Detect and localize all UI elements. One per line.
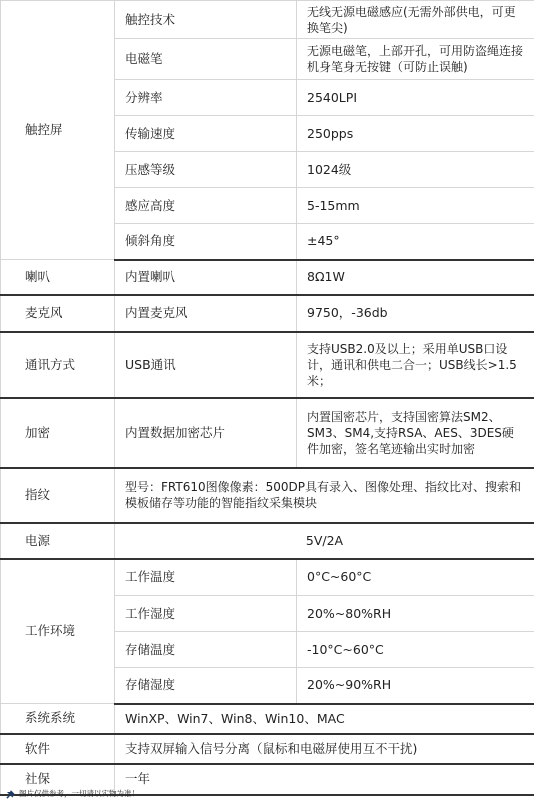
spec-value: 250pps: [297, 116, 534, 152]
category-warranty: 社保: [1, 764, 115, 795]
category-software: 软件: [1, 734, 115, 764]
spec-label: 工作湿度: [115, 596, 297, 632]
pin-icon: [6, 790, 15, 799]
spec-label: 内置数据加密芯片: [115, 398, 297, 468]
spec-label: 内置喇叭: [115, 260, 297, 295]
spec-value: 型号：FRT610图像像素：500DP具有录入、图像处理、指纹比对、搜索和模板储存等功能的智能指纹采集模块: [115, 468, 534, 523]
footer-note: [6, 788, 139, 800]
spec-label: USB通讯: [115, 332, 297, 398]
category-os: 系统系统: [1, 704, 115, 734]
spec-label: 电磁笔: [115, 39, 297, 80]
category-comm: 通讯方式: [1, 332, 115, 398]
spec-value: 5V/2A: [115, 523, 534, 559]
spec-value: 5-15mm: [297, 188, 534, 224]
spec-value: -10°C~60°C: [297, 632, 534, 668]
table-row: [1, 523, 534, 559]
table-row: [1, 468, 534, 523]
category-encrypt: 加密: [1, 398, 115, 468]
category-touch: 触控屏: [1, 1, 115, 260]
category-fingerprint: 指纹: [1, 468, 115, 523]
spec-label: 工作温度: [115, 559, 297, 596]
spec-label: 压感等级: [115, 152, 297, 188]
spec-value: 0°C~60°C: [297, 559, 534, 596]
spec-value: 8Ω1W: [297, 260, 534, 295]
footer-text: 图片仅供参考，一切请以实物为准！: [19, 789, 139, 798]
spec-label: 内置麦克风: [115, 295, 297, 332]
table-row: [1, 559, 534, 596]
category-speaker: 喇叭: [1, 260, 115, 295]
spec-label: 存储湿度: [115, 668, 297, 704]
spec-label: 存储温度: [115, 632, 297, 668]
spec-label: 感应高度: [115, 188, 297, 224]
spec-value: 20%~80%RH: [297, 596, 534, 632]
spec-value: 20%~90%RH: [297, 668, 534, 704]
spec-value: 2540LPI: [297, 80, 534, 116]
spec-value: WinXP、Win7、Win8、Win10、MAC: [115, 704, 534, 734]
spec-value: ±45°: [297, 224, 534, 260]
table-row: [1, 295, 534, 332]
table-row: [1, 260, 534, 295]
spec-value: 内置国密芯片，支持国密算法SM2、SM3、SM4,支持RSA、AES、3DES硬件加密，签名笔迹输出实时加密: [297, 398, 534, 468]
spec-value: 一年: [115, 764, 534, 795]
table-row: [1, 332, 534, 398]
spec-label: 倾斜角度: [115, 224, 297, 260]
spec-value: 9750，-36db: [297, 295, 534, 332]
spec-value: 1024级: [297, 152, 534, 188]
category-mic: 麦克风: [1, 295, 115, 332]
spec-value: 支持双屏输入信号分离（鼠标和电磁屏使用互不干扰): [115, 734, 534, 764]
table-row: [1, 398, 534, 468]
spec-value: 无线无源电磁感应(无需外部供电，可更换笔尖): [297, 1, 534, 39]
spec-label: 分辨率: [115, 80, 297, 116]
spec-value: 无源电磁笔，上部开孔，可用防盗绳连接机身笔身无按键（可防止误触): [297, 39, 534, 80]
spec-label: 触控技术: [115, 1, 297, 39]
table-row: [1, 734, 534, 764]
table-row: [1, 1, 534, 39]
category-power: 电源: [1, 523, 115, 559]
spec-label: 传输速度: [115, 116, 297, 152]
table-row: [1, 704, 534, 734]
spec-value: 支持USB2.0及以上；采用单USB口设计，通讯和供电二合一；USB线长>1.5米；: [297, 332, 534, 398]
category-env: 工作环境: [1, 559, 115, 704]
